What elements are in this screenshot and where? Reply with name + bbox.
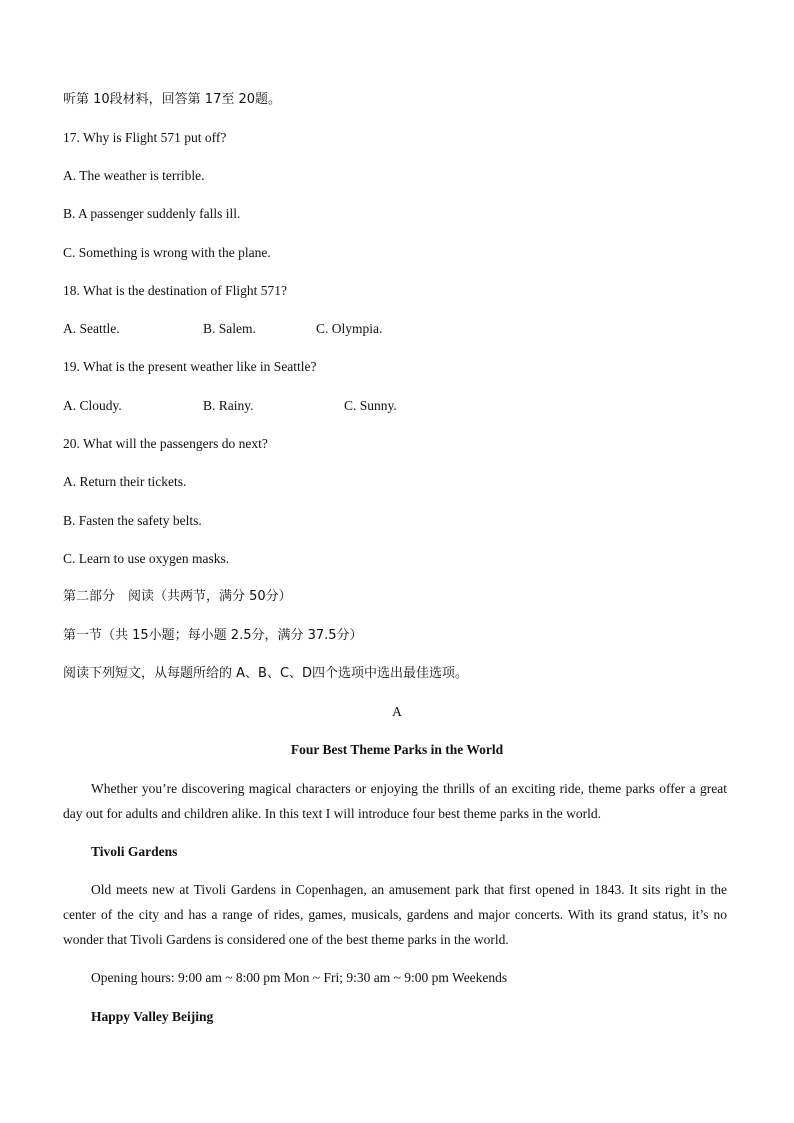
- question-20-stem: 20. What will the passengers do next?: [63, 436, 268, 451]
- passage-title: Four Best Theme Parks in the World: [290, 742, 504, 757]
- section-one-heading: 第一节（共 15小题；每小题 2.5分，满分 37.5分）: [63, 628, 363, 643]
- question-19-options: [63, 397, 727, 415]
- park-hours-tivoli: Opening hours: 9:00 am ~ 8:00 pm Mon ~ Fri; 9:30 am ~ 9:00 pm Weekends: [91, 970, 508, 985]
- question-20-option-b: B. Fasten the safety belts.: [63, 513, 202, 528]
- question-17-option-b: B. A passenger suddenly falls ill.: [63, 206, 241, 221]
- question-18-option-a: A. Seattle.: [63, 321, 120, 336]
- question-19-option-b: B. Rainy.: [203, 398, 254, 413]
- part-two-heading: 第二部分 阅读（共两节，满分 50分）: [63, 589, 292, 604]
- question-18-option-c: C. Olympia.: [316, 321, 383, 336]
- park-description-tivoli: Old meets new at Tivoli Gardens in Copenhagen, an amusement park that first opened in 1843. It sits right in the center of the city and has a range of rides, games, musicals, gardens and major concerts. With its grand status, it’s no wonder that Tivoli Gardens is considered one of the best theme parks in the world.: [63, 882, 727, 947]
- question-19-option-c: C. Sunny.: [344, 398, 397, 413]
- park-heading-tivoli: Tivoli Gardens: [91, 844, 178, 859]
- question-20-option-c: C. Learn to use oxygen masks.: [63, 551, 230, 566]
- park-heading-happy-valley: Happy Valley Beijing: [91, 1009, 214, 1024]
- question-19-stem: 19. What is the present weather like in Seattle?: [63, 359, 317, 374]
- passage-letter: A: [392, 704, 402, 719]
- question-18-option-b: B. Salem.: [203, 321, 256, 336]
- question-18-options: [63, 320, 727, 338]
- reading-instructions: 阅读下列短文，从每题所给的 A、B、C、D四个选项中选出最佳选项。: [63, 666, 469, 681]
- question-17-stem: 17. Why is Flight 571 put off?: [63, 130, 227, 145]
- passage-intro-paragraph: Whether you’re discovering magical characters or enjoying the thrills of an exciting ride, theme parks offer a great day out for adults and children alike. In this text I will introduce four best theme parks in the world.: [63, 781, 727, 821]
- question-17-option-c: C. Something is wrong with the plane.: [63, 245, 271, 260]
- question-17-option-a: A. The weather is terrible.: [63, 168, 205, 183]
- section-intro: 听第 10段材料，回答第 17至 20题。: [63, 92, 282, 107]
- question-19-option-a: A. Cloudy.: [63, 398, 122, 413]
- question-20-option-a: A. Return their tickets.: [63, 474, 187, 489]
- question-18-stem: 18. What is the destination of Flight 571?: [63, 283, 287, 298]
